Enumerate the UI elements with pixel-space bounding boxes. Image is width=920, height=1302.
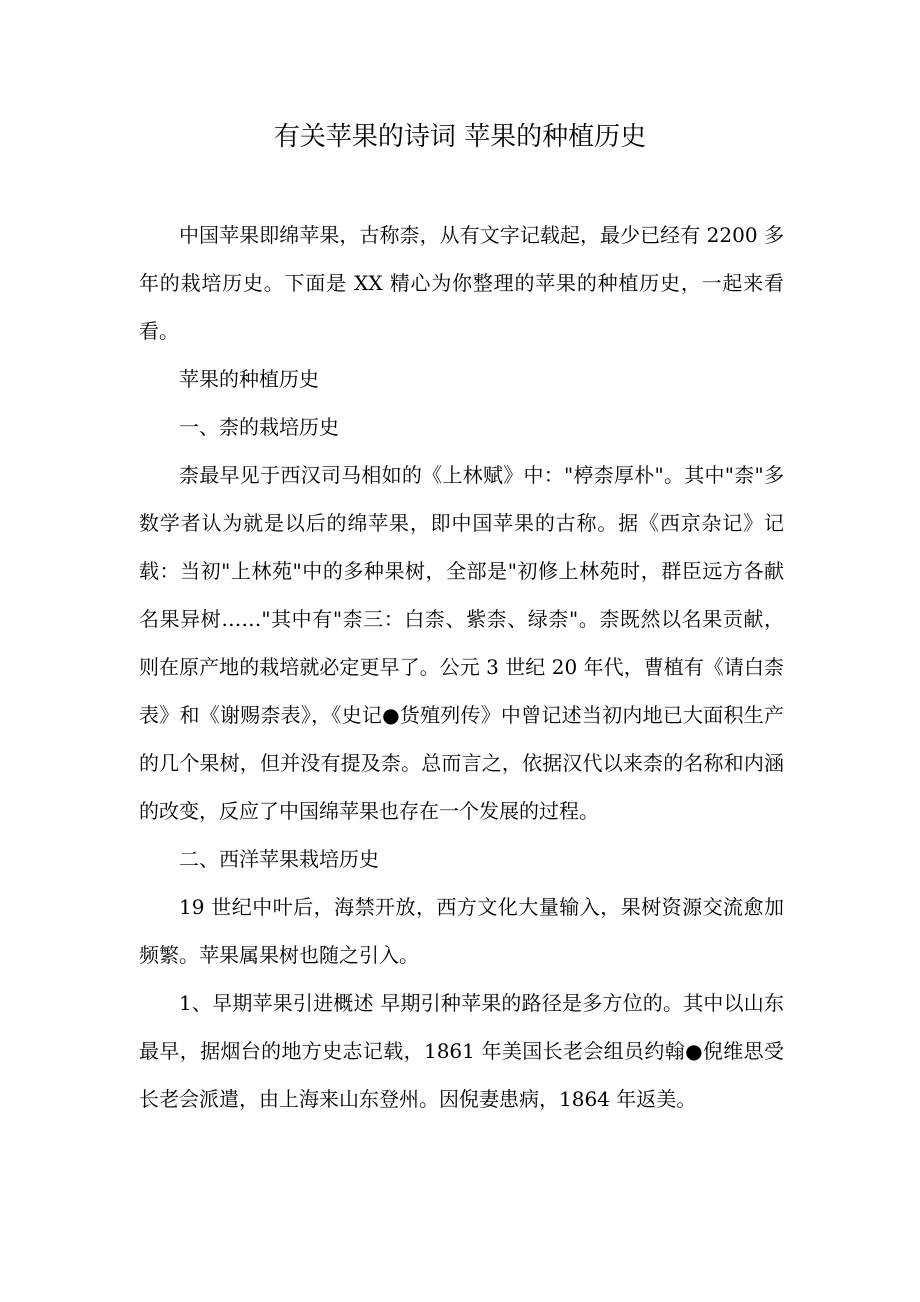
document-body xyxy=(139,211,784,1123)
subsection-heading-2: 二、西洋苹果栽培历史 xyxy=(179,847,379,871)
body-paragraph: 1、早期苹果引进概述 早期引种苹果的路径是多方位的。其中以山东最早，据烟台的地方史志记载，1861 年美国长老会组员约翰●倪维思受长老会派遣，由上海来山东登州。因倪妻患病，1864 年返美。 xyxy=(139,991,784,1111)
document-title: 有关苹果的诗词 苹果的种植历史 xyxy=(273,122,647,152)
body-paragraph: 19 世纪中叶后，海禁开放，西方文化大量输入，果树资源交流愈加频繁。苹果属果树也随之引入。 xyxy=(139,895,784,967)
intro-paragraph: 中国苹果即绵苹果，古称柰，从有文字记载起，最少已经有 2200 多年的栽培历史。下面是 XX 精心为你整理的苹果的种植历史，一起来看看。 xyxy=(139,223,784,343)
section-heading: 苹果的种植历史 xyxy=(179,367,319,391)
subsection-heading-1: 一、柰的栽培历史 xyxy=(179,415,339,439)
body-paragraph: 柰最早见于西汉司马相如的《上林赋》中："楟柰厚朴"。其中"柰"多数学者认为就是以后的绵苹果，即中国苹果的古称。据《西京杂记》记载：当初"上林苑"中的多种果树，全部是"初修上林苑时，群臣远方各献名果异树……"其中有"柰三：白柰、紫柰、绿柰"。柰既然以名果贡献，则在原产地的栽培就必定更早了。公元 3 世纪 20 年代，曹植有《请白柰表》和《谢赐柰表》，《史记●货殖列传》中曾记述当初内地已大面积生产的几个果树，但并没有提及柰。总而言之，依据汉代以来柰的名称和内涵的改变，反应了中国绵苹果也存在一个发展的过程。 xyxy=(139,463,784,823)
